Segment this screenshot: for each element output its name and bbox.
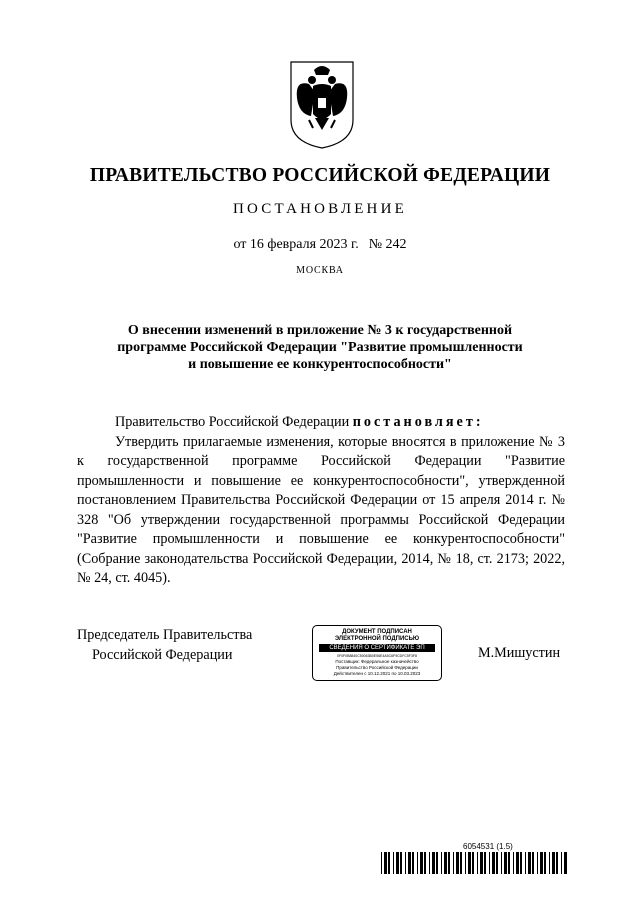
subject-line: и повышение ее конкурентоспособности" [188,357,452,372]
body-paragraph: Утвердить прилагаемые изменения, которые вносятся в приложение № 3 к государственной программе Российской Федерации "Развитие промышленности и повышение ее конкурентоспособности", утвержденной постановлением Правительства Российской Федерации от 15 апреля 2014 г. № 328 "Об утверждении государственной программы Российской Федерации "Развитие промышленности и повышение ее конкурентоспособности" (Собрание законодательства Российской Федерации, 2014, № 18, ст. 2173; 2022, № 24, ст. 4045). [77,433,565,586]
preamble-text: Правительство Российской Федерации [115,414,353,430]
stamp-validity: Действителен с 10.12.2021 по 10.03.2023 [333,671,421,676]
position-line: Российской Федерации [92,646,233,663]
barcode-number: 6054531 (1.5) [463,842,513,851]
subject-line: О внесении изменений в приложение № 3 к государственной [127,323,513,338]
document-body [77,413,565,589]
position-line: Председатель Правительства [77,627,253,643]
stamp-line: ДОКУМЕНТ ПОДПИСАН [342,629,412,635]
date-number-line [0,237,640,253]
stamp-owner: Правительство Российской Федерации [336,665,418,670]
subject-line: программе Российской Федерации "Развитие промышленности [117,340,523,355]
city: МОСКВА [296,265,344,276]
signatory-position [77,626,252,665]
barcode [381,852,568,874]
signatory-name: М.Мишустин [478,645,561,661]
document-type: ПОСТАНОВЛЕНИЕ [233,201,407,217]
document-subject [0,322,640,373]
stamp-line: ЭЛЕКТРОННОЙ ПОДПИСЬЮ [334,636,420,642]
document-date: от 16 февраля 2023 г. [233,237,359,252]
preamble [77,413,565,433]
document-number: № 242 [368,237,407,252]
electronic-signature-stamp [312,625,442,681]
stamp-certificate-header: СВЕДЕНИЯ О СЕРТИФИКАТЕ ЭП [319,644,435,652]
decree-word: постановляет: [352,414,484,430]
stamp-certificate-id: 0F0F0B8840C50063B0E56E4A5C6F9CDFC5F3F8 [337,654,417,658]
government-title: ПРАВИТЕЛЬСТВО РОССИЙСКОЙ ФЕДЕРАЦИИ [89,165,551,186]
coat-of-arms-icon [287,58,357,150]
stamp-issuer: Поставщик: Федеральное казначейство [335,659,419,664]
